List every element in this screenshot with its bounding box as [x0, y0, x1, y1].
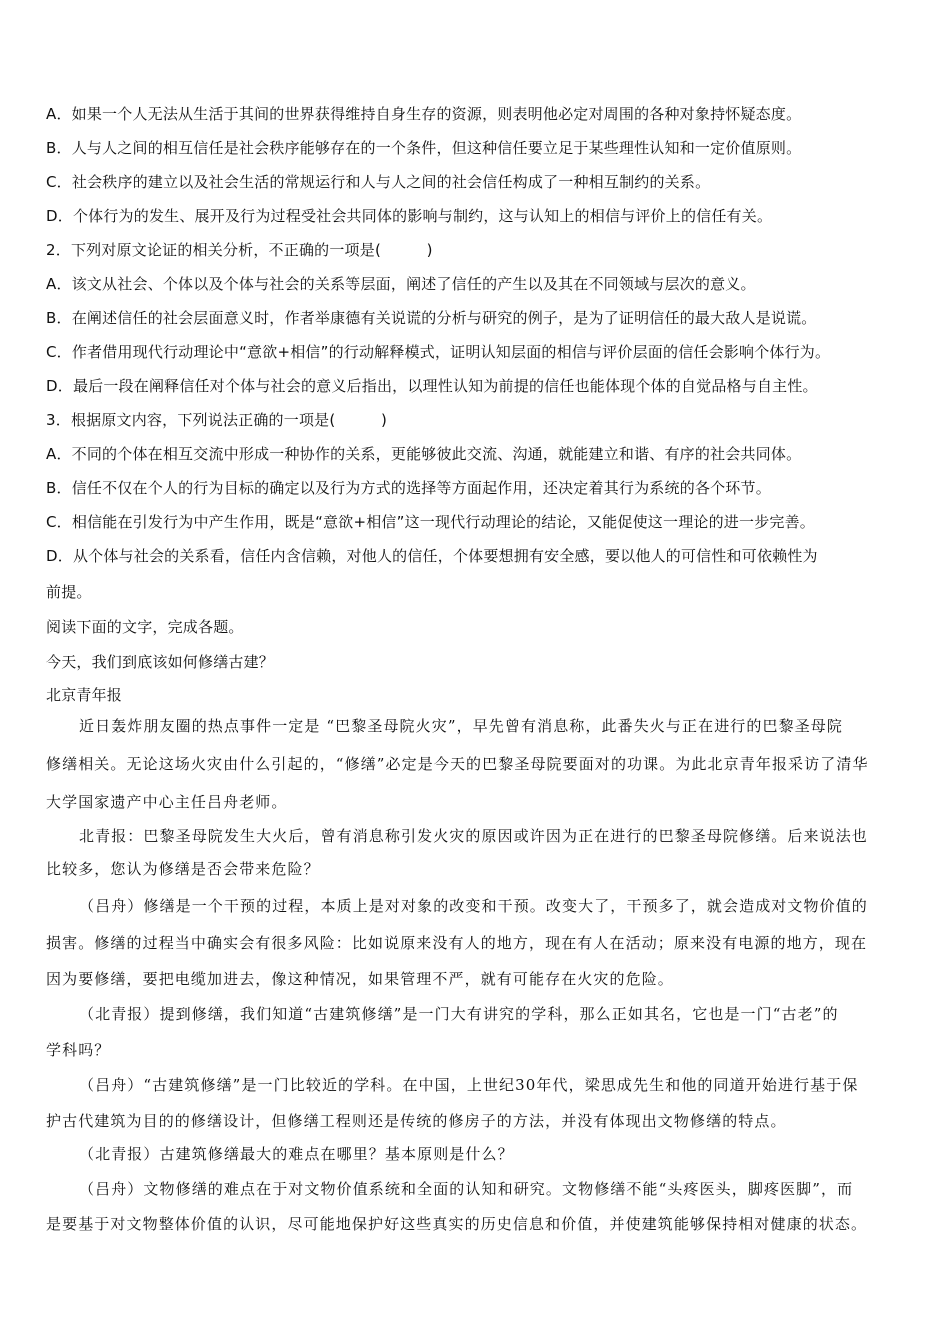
q3-option-d: D．从个体与社会的关系看，信任内含信赖，对他人的信任，个体要想拥有安全感，要以他人的可信性和可依赖性为 [46, 547, 818, 565]
article-line: 北青报：巴黎圣母院发生大火后，曾有消息称引发火灾的原因或许因为正在进行的巴黎圣母院修缮。后来说法也 [79, 827, 868, 845]
q2-option-a: A．该文从社会、个体以及个体与社会的关系等层面，阐述了信任的产生以及其在不同领域与层次的意义。 [46, 275, 756, 293]
q3-option-c: C．相信能在引发行为中产生作用，既是“意欲+相信”这一现代行动理论的结论，又能促使这一理论的进一步完善。 [46, 513, 815, 531]
article-line: （北青报）古建筑修缮最大的难点在哪里？基本原则是什么？ [79, 1145, 514, 1163]
q3-option-a: A．不同的个体在相互交流中形成一种协作的关系，更能够彼此交流、沟通，就能建立和谐、有序的社会共同体。 [46, 445, 802, 463]
question-3-stem: 3．根据原文内容，下列说法正确的一项是( ) [46, 411, 388, 429]
q1-option-d: D．个体行为的发生、展开及行为过程受社会共同体的影响与制约，这与认知上的相信与评价上的信任有关。 [46, 207, 773, 225]
article-line: 护古代建筑为目的的修缮设计，但修缮工程则还是传统的修房子的方法，并没有体现出文物修缮的特点。 [46, 1112, 787, 1130]
article-line: 损害。修缮的过程当中确实会有很多风险：比如说原来没有人的地方，现在有人在活动；原来没有电源的地方，现在 [46, 934, 868, 952]
article-line: 修缮相关。无论这场火灾由什么引起的，“修缮”必定是今天的巴黎圣母院要面对的功课。为此北京青年报采访了清华 [46, 755, 869, 773]
question-2-stem: 2．下列对原文论证的相关分析，不正确的一项是( ) [46, 241, 433, 259]
article-line: （吕舟）修缮是一个干预的过程，本质上是对对象的改变和干预。改变大了，干预多了，就会造成对文物价值的 [79, 897, 868, 915]
article-line: 大学国家遗产中心主任吕舟老师。 [46, 793, 288, 811]
article-line: （北青报）提到修缮，我们知道“古建筑修缮”是一门大有讲究的学科，那么正如其名，它也是一门“古老”的 [79, 1005, 839, 1023]
q3-option-d-continued: 前提。 [46, 583, 92, 601]
q2-option-c: C．作者借用现代行动理论中“意欲+相信”的行动解释模式，证明认知层面的相信与评价层面的信任会影响个体行为。 [46, 343, 831, 361]
article-title: 今天，我们到底该如何修缮古建？ [46, 653, 275, 671]
article-line: 因为要修缮，要把电缆加进去，像这种情况，如果管理不严，就有可能存在火灾的危险。 [46, 970, 674, 988]
q1-option-a: A．如果一个人无法从生活于其间的世界获得维持自身生存的资源，则表明他必定对周围的各种对象持怀疑态度。 [46, 105, 802, 123]
article-line: 近日轰炸朋友圈的热点事件一定是 “巴黎圣母院火灾”，早先曾有消息称，此番失火与正在进行的巴黎圣母院 [79, 717, 844, 735]
q2-option-d: D．最后一段在阐释信任对个体与社会的意义后指出，以理性认知为前提的信任也能体现个体的自觉品格与自主性。 [46, 377, 818, 395]
article-line: 学科吗？ [46, 1041, 111, 1059]
article-line: （吕舟）“古建筑修缮”是一门比较近的学科。在中国，上世纪30年代，梁思成先生和他的同道开始进行基于保 [79, 1076, 859, 1094]
q2-option-b: B．在阐述信任的社会层面意义时，作者举康德有关说谎的分析与研究的例子，是为了证明信任的最大敌人是说谎。 [46, 309, 817, 327]
q3-option-b: B．信任不仅在个人的行为目标的确定以及行为方式的选择等方面起作用，还决定着其行为系统的各个环节。 [46, 479, 771, 497]
q1-option-c: C．社会秩序的建立以及社会生活的常规运行和人与人之间的社会信任构成了一种相互制约的关系。 [46, 173, 711, 191]
article-line: （吕舟）文物修缮的难点在于对文物价值系统和全面的认知和研究。文物修缮不能“头疼医头，脚疼医脚”，而 [79, 1180, 854, 1198]
reading-instruction: 阅读下面的文字，完成各题。 [46, 618, 244, 636]
q1-option-b: B．人与人之间的相互信任是社会秩序能够存在的一个条件，但这种信任要立足于某些理性认知和一定价值原则。 [46, 139, 802, 157]
article-line: 比较多，您认为修缮是否会带来危险？ [46, 860, 320, 878]
article-source: 北京青年报 [46, 686, 123, 704]
article-line: 是要基于对文物整体价值的认识，尽可能地保护好这些真实的历史信息和价值，并使建筑能够保持相对健康的状态。 [46, 1215, 868, 1233]
